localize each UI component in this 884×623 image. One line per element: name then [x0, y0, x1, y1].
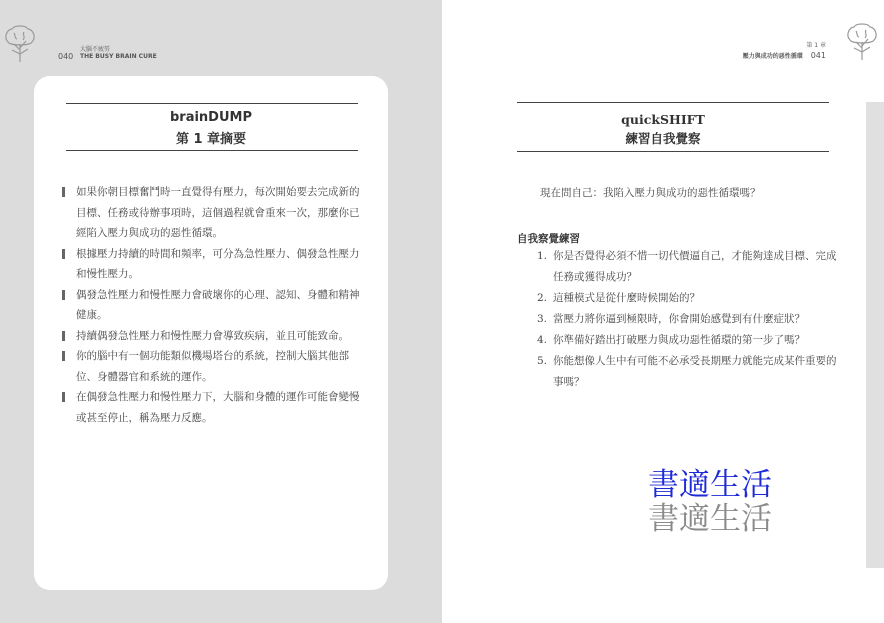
bottom-rule [517, 151, 829, 152]
exercise-list [537, 246, 837, 393]
page-number-right: 041 [810, 51, 826, 60]
list-item: 4. 你準備好踏出打破壓力與成功惡性循環的第一步了嗎？ [537, 334, 805, 346]
brain-tree-icon [844, 22, 880, 62]
list-item: 1. 你是否覺得必須不惜一切代價逼自己，才能夠達成目標、完成任務或獲得成功？ [537, 250, 837, 283]
watermark-line-blue: 書適生活 [648, 467, 772, 503]
list-item: 2. 這種模式是從什麼時候開始的？ [537, 292, 700, 304]
list-item: 你的腦中有一個功能類似機場塔台的系統，控制大腦其他部位、身體器官和系統的運作。 [62, 346, 362, 387]
list-item: 根據壓力持續的時間和頻率，可分為急性壓力、偶發急性壓力和慢性壓力。 [62, 244, 362, 285]
summary-box [34, 76, 388, 590]
list-item: 如果你朝目標奮鬥時一直覺得有壓力，每次開始要去完成新的目標、任務或待辦事項時，這個過程就會重來一次，那麼你已經陷入壓力與成功的惡性循環。 [62, 182, 362, 244]
book-title-zh: 大腦不疲勞 [80, 46, 111, 53]
list-item: 持續偶發急性壓力和慢性壓力會導致疾病，並且可能致命。 [62, 326, 362, 347]
watermark-line-gray: 書適生活 [648, 501, 772, 537]
page-edge-strip [866, 102, 884, 568]
box-subtitle: 第 1 章摘要 [175, 132, 247, 147]
watermark [648, 468, 772, 536]
box-title: quickSHIFT [621, 112, 705, 127]
box-title: brainDUMP [169, 110, 252, 125]
list-item: 偶發急性壓力和慢性壓力會破壞你的心理、認知、身體和精神健康。 [62, 285, 362, 326]
list-item: 在偶發急性壓力和慢性壓力下，大腦和身體的運作可能會變慢或甚至停止，稱為壓力反應。 [62, 387, 362, 428]
page-number-left: 040 [58, 52, 74, 61]
section-heading: 自我察覺練習 [517, 233, 580, 245]
brain-tree-icon [2, 24, 38, 64]
top-rule [517, 102, 829, 103]
box-subtitle: 練習自我覺察 [625, 131, 701, 146]
chapter-label: 第 1 章 [806, 42, 826, 49]
list-item: 5. 你能想像人生中有可能不必承受長期壓力就能完成某件重要的事嗎？ [537, 355, 837, 388]
book-title-en: THE BUSY BRAIN CURE [80, 53, 157, 60]
summary-list [62, 182, 362, 428]
reflection-question: 現在問自己：我陷入壓力與成功的惡性循環嗎？ [540, 187, 761, 199]
list-item: 3. 當壓力將你逼到極限時，你會開始感覺到有什麼症狀？ [537, 313, 805, 325]
top-rule [66, 103, 358, 104]
running-header-right [743, 40, 826, 60]
chapter-title: 壓力與成功的惡性循環 [742, 53, 803, 60]
bottom-rule [66, 150, 358, 151]
